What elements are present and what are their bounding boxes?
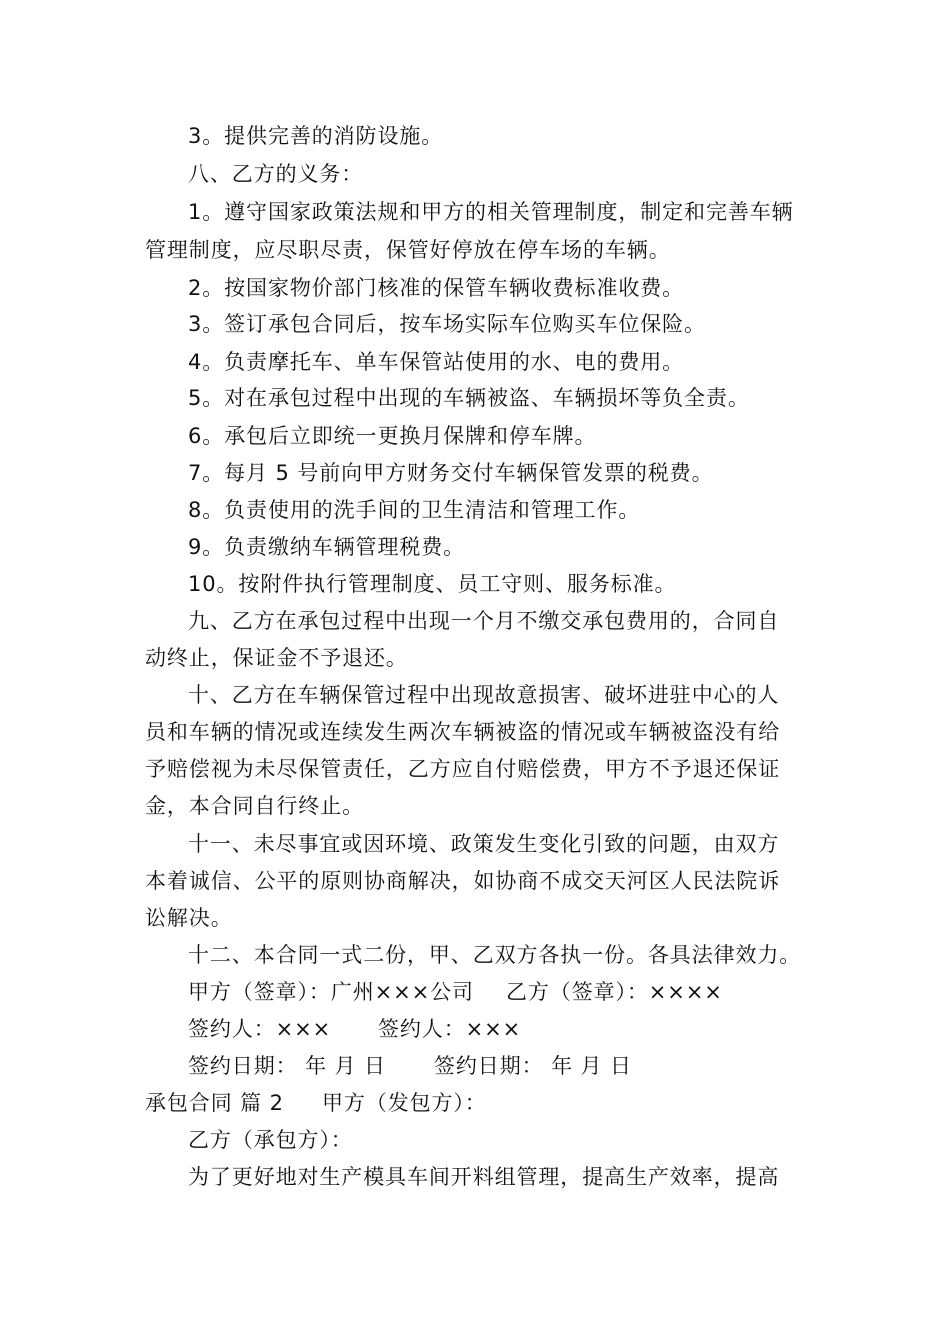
text-line: 九、乙方在承包过程中出现一个月不缴交承包费用的，合同自 xyxy=(188,609,780,633)
text-line: 3。提供完善的消防设施。 xyxy=(188,124,444,148)
contract2-intro: 为了更好地对生产模具车间开料组管理，提高生产效率，提高 xyxy=(188,1165,780,1189)
text-line: 3。签订承包合同后，按车场实际车位购买车位保险。 xyxy=(188,312,706,336)
text-line: 讼解决。 xyxy=(145,906,233,930)
text-line: 4。负责摩托车、单车保管站使用的水、电的费用。 xyxy=(188,350,685,374)
text-line: 管理制度，应尽职尽责，保管好停放在停车场的车辆。 xyxy=(145,238,671,262)
text-line: 10。按附件执行管理制度、员工守则、服务标准。 xyxy=(188,572,677,596)
text-line: 十、乙方在车辆保管过程中出现故意损害、破坏进驻中心的人 xyxy=(188,683,780,707)
text-line: 2。按国家物价部门核准的保管车辆收费标准收费。 xyxy=(188,276,685,300)
party-a-signer: 签约人：××× xyxy=(188,1017,332,1041)
party-a-sign-date: 签约日期： 年 月 日 xyxy=(188,1054,386,1078)
text-line: 7。每月 5 号前向甲方财务交付车辆保管发票的税费。 xyxy=(188,461,714,485)
party-b-sign-date: 签约日期： 年 月 日 xyxy=(434,1054,632,1078)
text-line: 5。对在承包过程中出现的车辆被盗、车辆损坏等负全责。 xyxy=(188,386,750,410)
text-line: 十二、本合同一式二份，甲、乙双方各执一份。各具法律效力。 xyxy=(188,943,802,967)
text-line: 本着诚信、公平的原则协商解决，如协商不成交天河区人民法院诉 xyxy=(145,869,781,893)
text-line: 1。遵守国家政策法规和甲方的相关管理制度，制定和完善车辆 xyxy=(188,200,794,224)
text-line: 9。负责缴纳车辆管理税费。 xyxy=(188,535,466,559)
text-line: 金，本合同自行终止。 xyxy=(145,794,364,818)
text-line: 员和车辆的情况或连续发生两次车辆被盗的情况或车辆被盗没有给 xyxy=(145,720,781,744)
party-b-signature: 乙方（签章）：×××× xyxy=(506,980,723,1004)
contract2-party-b: 乙方（承包方）： xyxy=(188,1128,353,1152)
text-line: 十一、未尽事宜或因环境、政策发生变化引致的问题，由双方 xyxy=(188,832,780,856)
text-line: 6。承包后立即统一更换月保牌和停车牌。 xyxy=(188,424,597,448)
text-line: 予赔偿视为未尽保管责任，乙方应自付赔偿费，甲方不予退还保证 xyxy=(145,757,781,781)
party-b-signer: 签约人：××× xyxy=(378,1017,522,1041)
contract-heading: 承包合同 篇 2 xyxy=(145,1091,284,1115)
party-a-signature: 甲方（签章）：广州×××公司 xyxy=(188,980,474,1004)
section-heading: 八、乙方的义务： xyxy=(188,162,364,186)
text-line: 8。负责使用的洗手间的卫生清洁和管理工作。 xyxy=(188,498,641,522)
contract2-party-a: 甲方（发包方）： xyxy=(322,1091,487,1115)
text-line: 动终止，保证金不予退还。 xyxy=(145,646,408,670)
